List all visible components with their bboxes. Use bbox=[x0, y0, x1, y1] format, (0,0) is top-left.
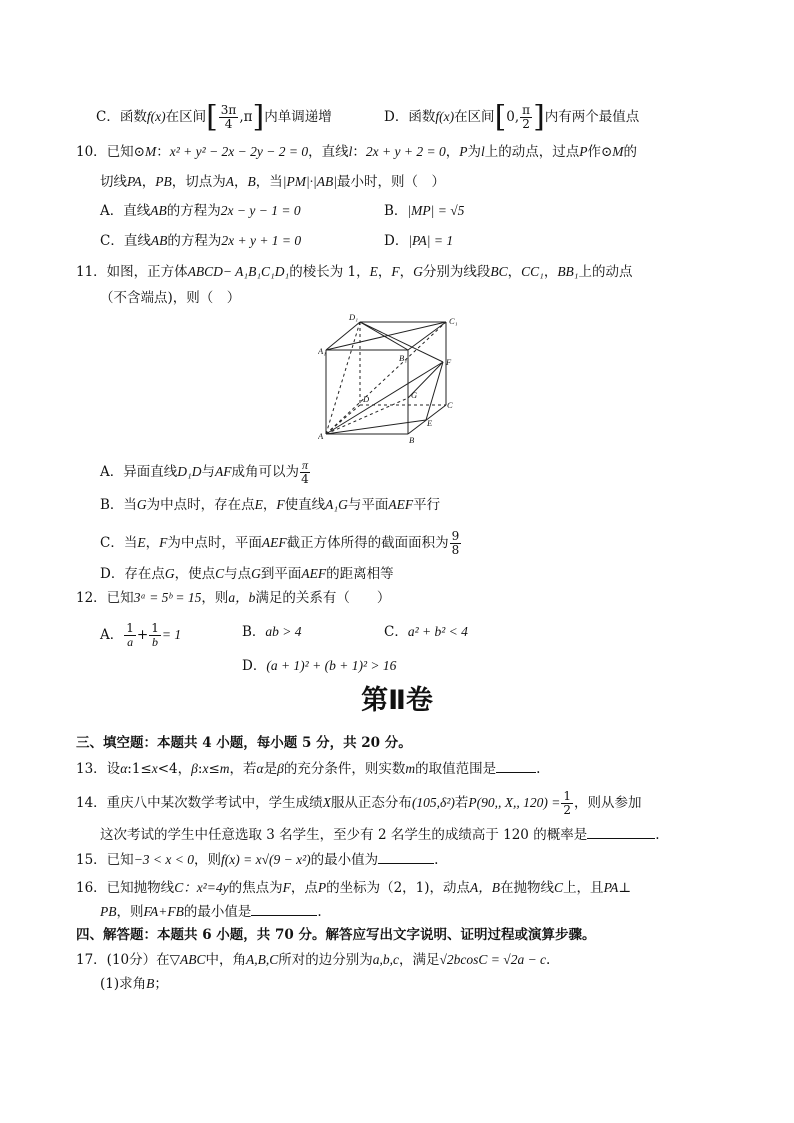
frac-3pi-4: $\frac{3\pi}{4}$ bbox=[220, 103, 237, 131]
q14-line1: 14．重庆八中某次数学考试中，学生成绩X服从正态分布(105,δ²)若P(90,, X,, 120) = $\frac{1}{2}$ ，则从参加 bbox=[76, 789, 642, 817]
cube-figure bbox=[318, 310, 468, 446]
q11-option-b: B．当G为中点时，存在点E，F使直线A₁G与平面AEF平行 bbox=[100, 497, 441, 513]
label-C: C bbox=[447, 400, 453, 410]
q10-option-b: B．|MP| = √5 bbox=[384, 203, 465, 219]
frac-pi-2: $\frac{\pi}{2}$ bbox=[522, 103, 531, 131]
q16-line1: 16．已知抛物线C：x²=4y的焦点为F，点P的坐标为（2，1)，动点A，B在抛物线C上，且PA⊥ bbox=[76, 880, 632, 896]
q15-answer-blank[interactable] bbox=[378, 849, 434, 864]
part3-header: 三、填空题：本题共 4 小题，每小题 5 分，共 20 分。 bbox=[76, 735, 412, 751]
label-E: E bbox=[427, 418, 433, 428]
q17-stem: 17．(10分）在▽ABC中，角A,B,C所对的边分别为a,b,c，满足√2bcosC = √2a − c. bbox=[76, 952, 551, 968]
q15: 15．已知−3 < x < 0，则f(x) = x√(9 − x²)的最小值为 . bbox=[76, 849, 438, 870]
label-B1: B₁ bbox=[399, 353, 408, 363]
q17-sub1: (1)求角B； bbox=[100, 976, 168, 992]
label-C1: C₁ bbox=[449, 316, 458, 326]
q16-line2: PB，则FA+FB的最小值是 . bbox=[100, 901, 322, 922]
label-D: D bbox=[363, 394, 370, 404]
q11-option-a: A．异面直线D₁D与AF成角可以为 $\frac{\pi}{4}$ bbox=[100, 458, 309, 486]
q14-line2: 这次考试的学生中任意选取 3 名学生，至少有 2 名学生的成绩高于 120 的概率是 . bbox=[100, 824, 660, 845]
label-A: A bbox=[318, 431, 324, 441]
part4-header: 四、解答题：本题共 6 小题，共 70 分。解答应写出文字说明、证明过程或演算步骤。 bbox=[76, 927, 596, 943]
q12-option-d: D．(a + 1)² + (b + 1)² > 16 bbox=[242, 658, 397, 674]
label-B: B bbox=[409, 435, 415, 445]
q12-option-c: C．a² + b² < 4 bbox=[384, 624, 468, 640]
q13: 13．设α:1≤x<4，β:x≤m，若α是β的充分条件，则实数m的取值范围是 . bbox=[76, 758, 540, 779]
q9-option-c: C．函数f(x)在区间[ $\frac{3\pi}{4}$ ,π]内单调递增 bbox=[96, 99, 332, 135]
q11-option-d: D．存在点G，使点C与点G到平面AEF的距离相等 bbox=[100, 566, 394, 582]
q12-option-b: B．ab > 4 bbox=[242, 624, 302, 640]
q10-stem-line1: 10．已知⊙M：x² + y² − 2x − 2y − 2 = 0，直线l：2x + y + 2 = 0，P为l上的动点，过点P作⊙M的 bbox=[76, 144, 638, 160]
q14-answer-blank[interactable] bbox=[587, 824, 655, 839]
q16-answer-blank[interactable] bbox=[251, 901, 317, 916]
q12-stem: 12．已知3ᵃ = 5ᵇ = 15，则a，b满足的关系有（ ） bbox=[76, 590, 391, 606]
q10-stem-line2: 切线PA，PB，切点为A，B，当|PM|·|AB|最小时，则（ ） bbox=[100, 174, 445, 190]
section-title: 第Ⅱ卷 bbox=[361, 685, 433, 716]
label-F: F bbox=[446, 357, 452, 367]
q13-answer-blank[interactable] bbox=[496, 758, 536, 773]
q10-option-d: D．|PA| = 1 bbox=[384, 233, 454, 249]
q10-option-c: C．直线AB的方程为2x + y + 1 = 0 bbox=[100, 233, 302, 249]
q12-option-a: A． $\frac{1}{a}$ + $\frac{1}{b}$ = 1 bbox=[100, 621, 182, 649]
q9-option-d: D．函数f(x)在区间[0, $\frac{\pi}{2}$ ]内有两个最值点 bbox=[384, 99, 640, 135]
q11-stem-line2: （不含端点)，则（ ） bbox=[100, 290, 241, 306]
q10-option-a: A．直线AB的方程为2x − y − 1 = 0 bbox=[100, 203, 301, 219]
q11-stem-line1: 11．如图，正方体ABCD− A₁B₁C₁D₁的棱长为 1，E，F，G分别为线段BC，CC₁，BB₁上的动点 bbox=[76, 264, 633, 280]
label-D1: D₁ bbox=[349, 312, 359, 322]
q11-option-c: C．当E，F为中点时，平面AEF截正方体所得的截面面积为 $\frac{9}{8}$ bbox=[100, 529, 460, 557]
label-G: G bbox=[411, 390, 418, 400]
label-A1: A₁ bbox=[318, 346, 327, 356]
